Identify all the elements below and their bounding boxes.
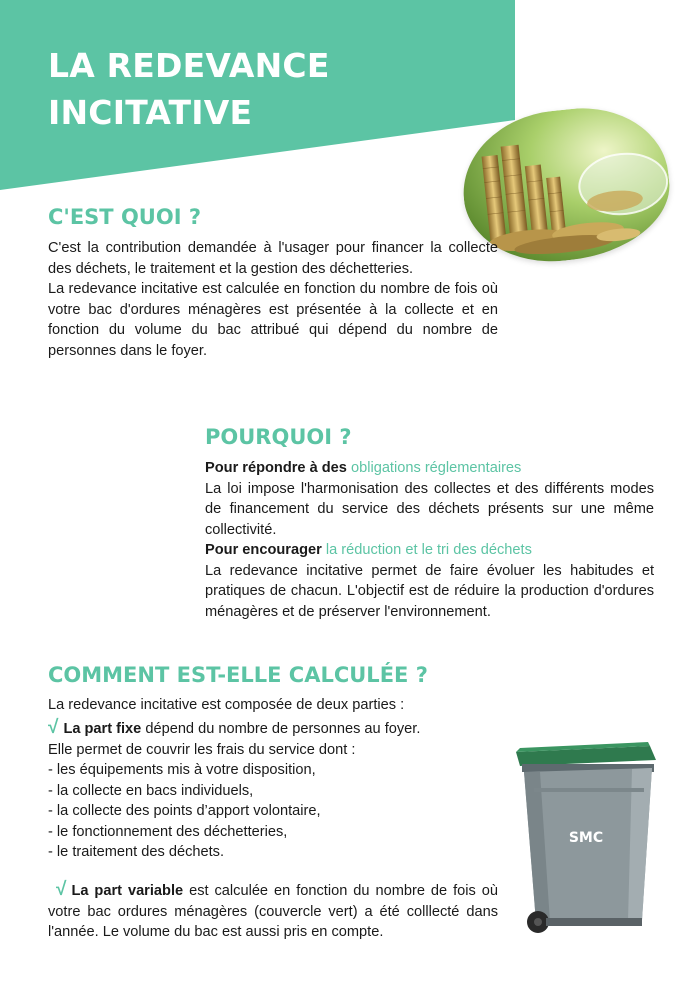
fixed-part-title: √ La part fixe dépend du nombre de personnes au foyer. (48, 717, 421, 738)
reason-2-text: La redevance incitative permet de faire évoluer les habitudes et pratiques de chacun. L'objectif est de réduire la production d'ordures ménagères et de préserver l'environnement. (205, 562, 654, 620)
section-heading-why: POURQUOI ? (205, 425, 352, 449)
bin-label: SMC (568, 830, 604, 846)
fixed-part-subtitle: Elle permet de couvrir les frais du service dont : (48, 741, 356, 758)
variable-part-block (48, 880, 498, 943)
fixed-part-block (48, 718, 498, 863)
reason-1-title: Pour répondre à des obligations réglementaires (205, 460, 522, 476)
section-heading-how: COMMENT EST-ELLE CALCULÉE ? (48, 663, 428, 687)
list-item: - le traitement des déchets. (48, 844, 225, 860)
list-item: - la collecte en bacs individuels, (48, 782, 254, 799)
definition-paragraph: C'est la contribution demandée à l'usager pour financer la collecte des déchets, le traitement et la gestion des déchetteries. (48, 240, 498, 277)
wheelie-bin-image (510, 738, 660, 938)
list-item: - le fonctionnement des déchetteries, (48, 823, 288, 840)
reason-2-title: Pour encourager la réduction et le tri des déchets (205, 542, 532, 558)
variable-part-text: est calculée en fonction du nombre de fois où votre bac ordures ménagères (couvercle vert) a été colllecté dans l'année. Le volume du bac est aussi pris en compte. (48, 883, 498, 940)
section-what-body (48, 238, 498, 361)
reason-1-text: La loi impose l'harmonisation des collectes et des différents modes de financement du service des déchets présents sur une même collectivité. (205, 480, 654, 538)
section-heading-what: C'EST QUOI ? (48, 205, 202, 229)
checkmark-icon: √ (48, 717, 59, 738)
section-why-body (205, 458, 654, 622)
calculation-paragraph: La redevance incitative est calculée en fonction du nombre de fois où votre bac d'ordures ménagères est présentée à la collecte et en fonction du volume du bac attribué qui dépend du nombre de personnes dans le foyer. (48, 281, 498, 359)
page-title: LA REDEVANCE INCITATIVE (48, 46, 330, 132)
section-how-intro: La redevance incitative est composée de deux parties : (48, 697, 405, 713)
list-item: - la collecte des points d’apport volontaire, (48, 803, 321, 819)
variable-part-title: La part variable (71, 883, 184, 899)
checkmark-icon: √ (56, 879, 67, 900)
list-item: - les équipements mis à votre disposition, (48, 762, 316, 778)
